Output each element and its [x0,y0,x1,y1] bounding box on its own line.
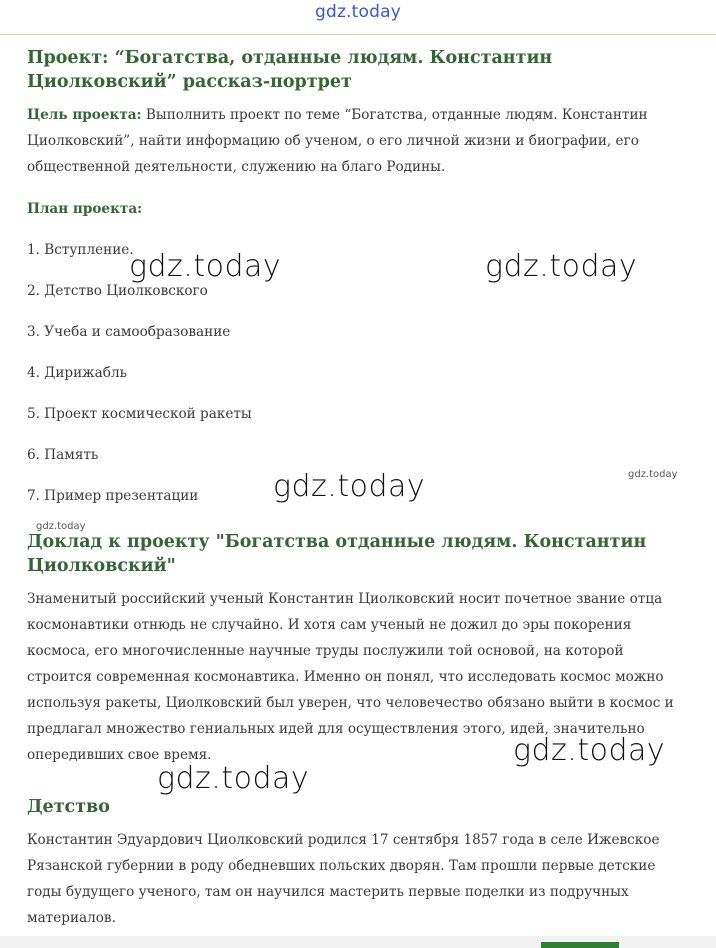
watermark: gdz.today [157,761,310,796]
plan-item: 2. Детство Циолковского [27,283,208,299]
watermark: gdz.today [273,469,426,504]
plan-item: 1. Вступление. [27,242,134,258]
goal-label: Цель проекта: [27,107,142,123]
watermark: gdz.today [129,249,282,284]
plan-item: 3. Учеба и самообразование [27,324,231,340]
header-divider [0,34,716,35]
watermark-small: gdz.today [36,521,86,532]
bottom-button[interactable] [541,942,619,948]
article-title: Проект: “Богатства, отданные людям. Константин Циолковский” рассказ-портрет [27,48,553,92]
watermark-small: gdz.today [628,469,678,480]
plan-item: 4. Дирижабль [27,365,127,381]
plan-item: 7. Пример презентации [27,488,199,504]
site-logo[interactable]: gdz.today [314,2,402,22]
plan-item: 5. Проект космической ракеты [27,406,252,422]
childhood-text: Константин Эдуардович Циолковский родился 17 сентября 1857 года в селе Ижевское Рязанской губернии в роду обедневших польских дворян. Там прошли первые детские годы будущего ученого, там он научился мастерить первые поделки из подручных материалов. [27,832,660,926]
childhood-title: Детство [27,797,110,817]
watermark: gdz.today [513,733,666,768]
watermark: gdz.today [485,249,638,284]
plan-title: План проекта: [27,201,143,217]
project-goal [27,102,687,180]
plan-item: 6. Память [27,447,99,463]
goal-text: Выполнить проект по теме “Богатства, отданные людям. Константин Циолковский”, найти информацию об ученом, о его личной жизни и биографии, его общественной деятельности, служению на благо Родины. [27,107,648,175]
report-text: Знаменитый российский ученый Константин Циолковский носит почетное звание отца космонавтики отнюдь не случайно. И хотя сам ученый не дожил до эры покорения космоса, его многочисленные научные труды послужили той основой, на которой строится современная космонавтика. Именно он понял, что исследовать космос можно используя ракеты, Циолковский был уверен, что человечество обязано выйти в космос и предлагал множество гениальных идей для осуществления этого, идей, значительно опередивших свое время. [27,591,674,763]
report-title: Доклад к проекту "Богатства отданные людям. Константин Циолковский" [27,532,647,576]
